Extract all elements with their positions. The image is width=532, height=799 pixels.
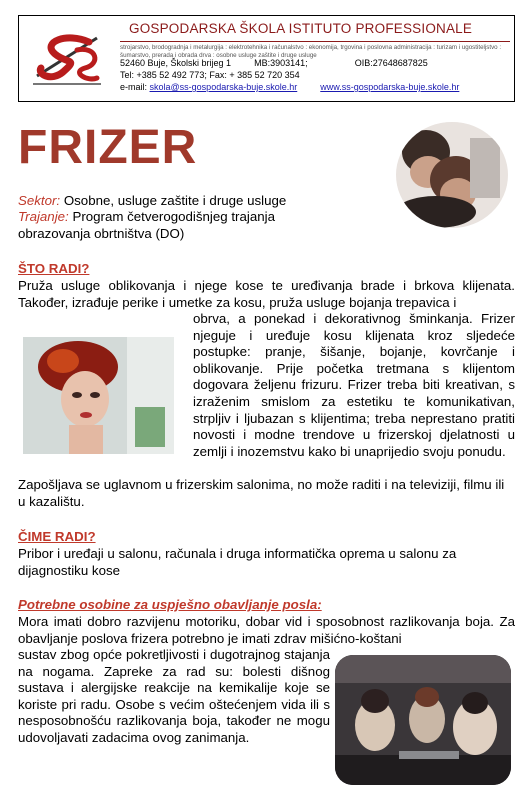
- photo-3-illustration: [335, 655, 511, 785]
- section-heading-sto-radi: ŠTO RADI?: [18, 261, 90, 276]
- phone-fax: Tel: +385 52 492 773; Fax: + 385 52 720 354: [120, 70, 300, 80]
- sto-radi-intro: Pruža usluge oblikovanja i njege kose te uređivanja brade i brkova klijenata. Također, izrađuje perike i umetke za kosu, pruža usluge bojanja trepavica i: [18, 278, 515, 310]
- school-name: GOSPODARSKA ŠKOLA ISTITUTO PROFESSIONALE: [129, 21, 473, 36]
- hairdresser-photo-2: [23, 337, 174, 454]
- address-line: [120, 58, 428, 68]
- email-label: e-mail:: [120, 82, 148, 92]
- hairdresser-photo-1: [396, 122, 508, 228]
- address: 52460 Buje, Školski brijeg 1: [120, 58, 232, 68]
- sektor-line: [18, 193, 318, 210]
- divider: [120, 41, 510, 42]
- website-link[interactable]: www.ss-gospodarska-buje.skole.hr: [320, 82, 460, 92]
- mb-number: MB:3903141;: [254, 58, 308, 68]
- school-programs: strojarstvo, brodogradnja i metalurgija : elektrotehnika i računalstvo : ekonomija, trgovina i poslovna administracija : turizam i ugostiteljstvo : šumarstvo, prerada i obrada drva : osobne usluge zaštite i druge usluge: [120, 44, 502, 59]
- oib-number: OIB:27648687825: [354, 58, 428, 68]
- school-header: [18, 15, 515, 102]
- trajanje-value: Program četverogodišnjeg trajanja obrazovanja obrtništva (DO): [18, 209, 275, 241]
- school-logo: [27, 28, 107, 92]
- email-line: [120, 82, 459, 92]
- cime-radi-text: Pribor i uređaji u salonu, računala i druga informatička oprema u salonu za dijagnostiku kose: [18, 546, 457, 578]
- sektor-label: Sektor:: [18, 193, 61, 208]
- email-link[interactable]: skola@ss-gospodarska-buje.skole.hr: [149, 82, 298, 92]
- section-heading-osobine: Potrebne osobine za uspješno obavljanje posla:: [18, 597, 322, 612]
- sto-radi-closing: Zapošljava se uglavnom u frizerskim salonima, no može raditi i na televiziji, filmu ili u kazalištu.: [18, 477, 505, 509]
- hairdresser-photo-3: [335, 655, 511, 785]
- sto-radi-beside-photo: obrva, a ponekad i dekorativnog šminkanja. Frizer njeguje i uređuje kosu klijenata kroz sljedeće postupke: pranje, šišanje, bojanje, kovrčanje i oblikovanje. Prije početka tretmana s klijentom dogovara željenu frizuru. Frizer treba biti kreativan, s izraženim smislom za estetiku te komunikativan, strpljiv i ljubazan s klijentima; treba neprestano pratiti novosti i modne trendove u frizerskoj djelatnosti u zemlji i inozemstvu kako bi unaprijedio svoju ponudu.: [193, 311, 515, 459]
- photo-2-illustration: [23, 337, 174, 454]
- osobine-intro: Mora imati dobro razvijenu motoriku, dobar vid i sposobnost razlikovanja boja. Za obavljanje poslova frizera potrebno je imati zdrav mišićno-koštani: [18, 614, 515, 646]
- photo-1-illustration: [396, 122, 508, 228]
- osobine-beside-photo: sustav zbog opće pokretljivosti i dugotrajnog stajanja na nogama. Zapreke za rad su: bolesti dišnog sustava i alergijske reakcije na kemikalije koje se koriste pri radu. Osobe s većim oštećenjem vida ili s nesposobnošću razlikovanja boja, također ne mogu udovoljavati zadacima ovog zanimanja.: [18, 647, 330, 745]
- trajanje-line: [18, 209, 348, 242]
- page-title: FRIZER: [18, 121, 198, 174]
- trajanje-label: Trajanje:: [18, 209, 69, 224]
- section-heading-cime-radi: ČIME RADI?: [18, 529, 96, 544]
- sektor-value: Osobne, usluge zaštite i druge usluge: [60, 193, 287, 208]
